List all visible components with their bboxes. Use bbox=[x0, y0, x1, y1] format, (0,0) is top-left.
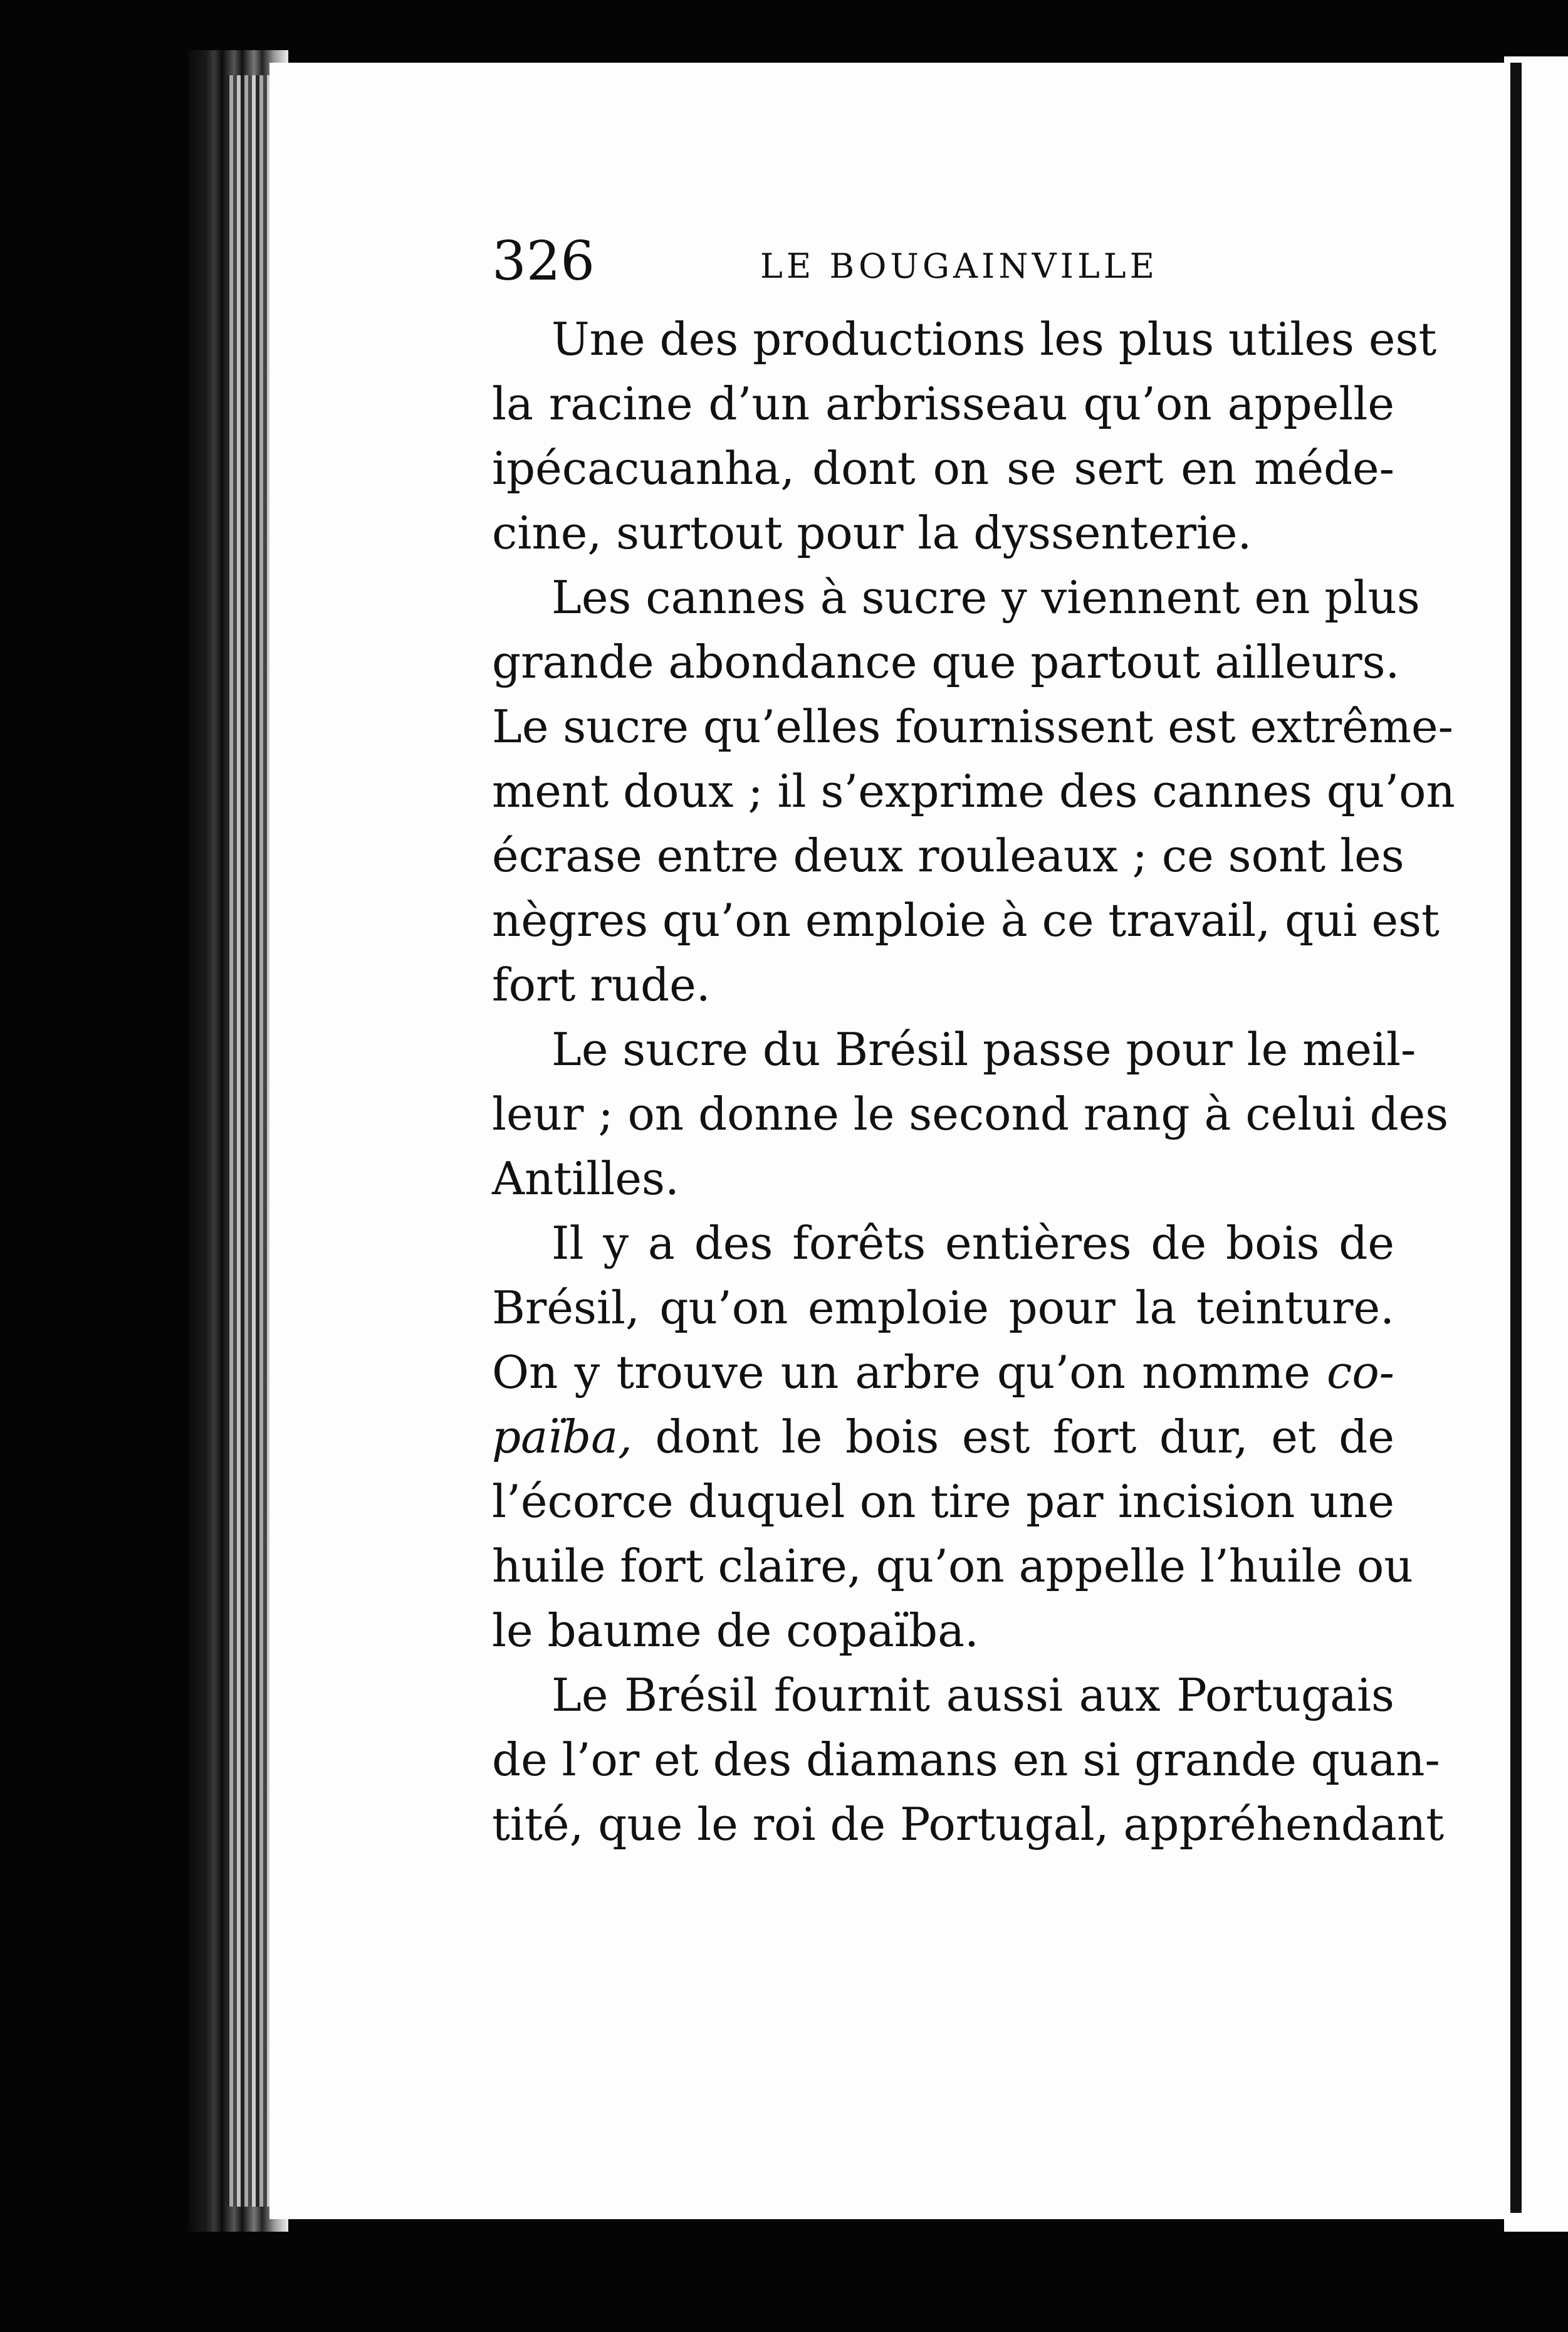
text-line: Les cannes à sucre y viennent en plus bbox=[551, 571, 1420, 624]
text-line: tité, que le roi de Portugal, appréhendant bbox=[492, 1798, 1445, 1851]
text-line: Brésil, qu’on emploie pour la teinture. bbox=[492, 1281, 1394, 1334]
text-line bbox=[492, 1340, 1394, 1405]
text-line: l’écorce duquel on tire par incision une bbox=[492, 1475, 1394, 1528]
italic-term: co- bbox=[1327, 1346, 1394, 1399]
page-number: 326 bbox=[492, 230, 595, 293]
text-line: Le sucre qu’elles fournissent est extrême- bbox=[492, 700, 1453, 753]
text-line: Antilles. bbox=[492, 1152, 679, 1205]
text-line: la racine d’un arbrisseau qu’on appelle bbox=[492, 377, 1394, 430]
text-line: cine, surtout pour la dyssenterie. bbox=[492, 507, 1252, 559]
text-line: grande abondance que partout ailleurs. bbox=[492, 636, 1400, 688]
text-line: ment doux ; il s’exprime des cannes qu’on bbox=[492, 765, 1455, 817]
text-line: écrase entre deux rouleaux ; ce sont les bbox=[492, 829, 1404, 882]
page-header bbox=[492, 230, 1394, 293]
text-line: huile fort claire, qu’on appelle l’huile ou bbox=[492, 1540, 1413, 1592]
text-line: ipécacuanha, dont on se sert en méde- bbox=[492, 442, 1394, 495]
text-line: Il y a des forêts entières de bois de bbox=[551, 1217, 1394, 1269]
text-line: le baume de copaïba. bbox=[492, 1604, 979, 1657]
text-line: nègres qu’on emploie à ce travail, qui est bbox=[492, 894, 1440, 947]
italic-term: païba, bbox=[492, 1410, 632, 1463]
text-line: Le Brésil fournit aussi aux Portugais bbox=[551, 1669, 1394, 1721]
text-line: Une des productions les plus utiles est bbox=[551, 313, 1437, 365]
text-segment: On y trouve un arbre qu’on nomme bbox=[492, 1346, 1327, 1399]
text-line: fort rude. bbox=[492, 959, 711, 1011]
page-border-rule bbox=[1510, 63, 1522, 2213]
text-line: Le sucre du Brésil passe pour le meil- bbox=[551, 1023, 1416, 1076]
text-segment: dont le bois est fort dur, et de bbox=[632, 1410, 1394, 1463]
running-head: LE BOUGAINVILLE bbox=[760, 246, 1159, 286]
text-line: de l’or et des diamans en si grande quan- bbox=[492, 1733, 1440, 1786]
text-line bbox=[492, 1405, 1394, 1469]
body-text bbox=[492, 307, 1455, 1857]
text-line: leur ; on donne le second rang à celui des bbox=[492, 1088, 1449, 1140]
